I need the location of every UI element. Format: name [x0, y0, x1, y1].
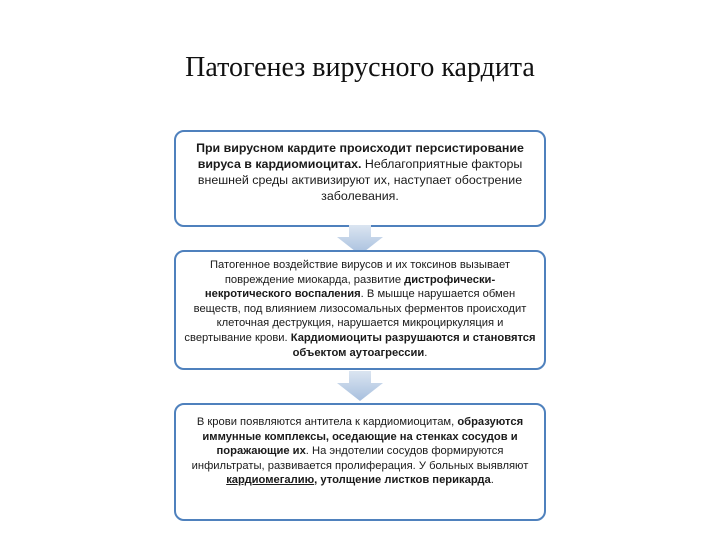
box2-bold-1: дистрофически-некротического воспаления — [204, 273, 496, 301]
box3-text-3: . — [490, 474, 494, 487]
box1-bold-text: При вирусном кардите происходит персистирование вируса в кардиомиоцитах. — [196, 141, 524, 171]
box3-bold-2: , утолщение листков перикарда — [314, 474, 491, 487]
box2-bold-2: Кардиомиоциты разрушаются и становятся объектом аутоагрессии — [290, 331, 536, 359]
step-box-1 — [174, 130, 546, 227]
box3-underlined: кардиомегалию — [226, 474, 315, 487]
box3-bold-1: образуются иммунные комплексы, оседающие на стенках сосудов и поражающие их — [202, 416, 524, 458]
box1-text: Неблагоприятные факторы внешней среды активизируют их, наступает обострение заболевания. — [197, 157, 523, 203]
step-box-3 — [174, 403, 546, 521]
box3-text-1: В крови появляются антитела к кардиомиоцитам, — [196, 416, 458, 428]
step-box-2 — [174, 250, 546, 370]
box2-text-1: Патогенное воздействие вирусов и их токсинов вызывает повреждение миокарда, развитие — [209, 259, 510, 286]
box3-text-2: . На эндотелии сосудов формируются инфильтраты, развивается пролиферация. У больных выявляют — [191, 445, 529, 472]
box2-text-2: . В мышце нарушается обмен веществ, под влиянием лизосомальных ферментов происходит клеточная деструкция, нарушается микроциркуляция и свертывание крови. — [184, 288, 527, 344]
down-arrow-icon — [337, 371, 383, 401]
box2-text-3: . — [424, 346, 428, 359]
page-title: Патогенез вирусного кардита — [185, 52, 535, 83]
